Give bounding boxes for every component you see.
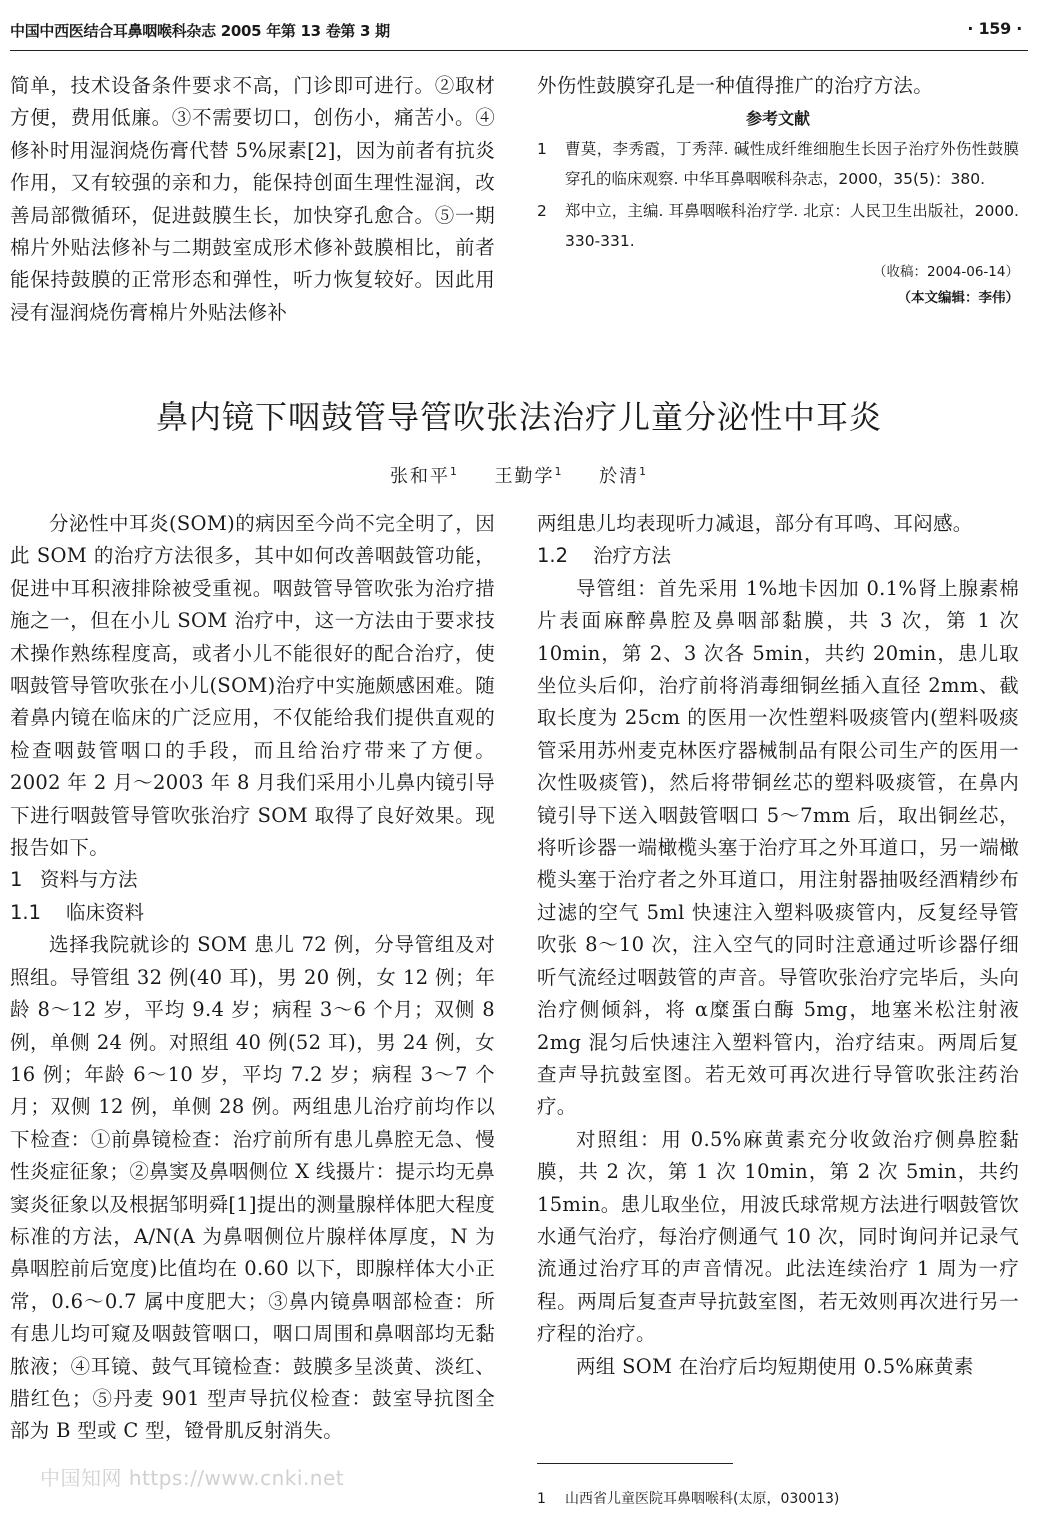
author: 於清$^1$ (599, 465, 649, 487)
received-date: （收稿：2004-06-14） (873, 264, 1019, 281)
prev-article-paragraph: 简单，技术设备条件要求不高，门诊即可进行。②取材方便，费用低廉。③不需要切口，创伤小，痛苦小。④修补时用湿润烧伤膏代替 5%尿素[2]，因为前者有抗炎作用，又有较强的亲和力，能保持创面生理性湿润，改善局部微循环，促进鼓膜生长，加快穿孔愈合。⑤一期棉片外贴法修补与二期鼓室成形术修补鼓膜相比，前者能保持鼓膜的正常形态和弹性，听力恢复较好。因此用浸有湿润烧伤膏棉片外贴法修补 (10, 74, 495, 324)
editor-note: （本文编辑：李伟） (897, 290, 1019, 307)
intro-paragraph: 分泌性中耳炎(SOM)的病因至今尚不完全明了，因此 SOM 的治疗方法很多，其中如何改善咽鼓管功能，促进中耳积液排除被受重视。咽鼓管导管吹张为治疗措施之一，但在小儿 SOM 治疗中，这一方法由于要求技术操作熟练程度高，或者小儿不能很好的配合治疗，使咽鼓管导管吹张在小儿(SOM)治疗中实施颇感困难。随着鼻内镜在临床的广泛应用，不仅能给我们提供直观的检查咽鼓管咽口的手段，而且给治疗带来了方便。2002 年 2 月～2003 年 8 月我们采用小儿鼻内镜引导下进行咽鼓管导管吹张治疗 SOM 取得了良好效果。现报告如下。 (10, 512, 495, 860)
reference-number: 2 (537, 202, 547, 221)
control-group-paragraph: 对照组：用 0.5%麻黄素充分收敛治疗侧鼻腔黏膜，共 2 次，第 1 次 10min，第 2 次 5min，共约 15min。患儿取坐位，用波氏球常规方法进行咽鼓管饮水通气治疗，每治疗侧通气 10 次，同时询问并记录气流通过治疗耳的声音情况。此法连续治疗 1 周为一疗程。两周后复查声导抗鼓室图，若无效则再次进行另一疗程的治疗。 (537, 1127, 1019, 1346)
reference-item (537, 135, 1019, 194)
post-treatment-paragraph: 两组 SOM 在治疗后均短期使用 0.5%麻黄素 (576, 1354, 974, 1378)
author-list (0, 462, 1038, 488)
reference-text: 曹莫，李秀霞，丁秀萍. 碱性成纤维细胞生长因子治疗外伤性鼓膜穿孔的临床观察. 中华耳鼻咽喉科杂志，2000，35(5)：380. (565, 140, 1019, 188)
cnki-watermark: 中国知网 https://www.cnki.net (40, 1466, 345, 1490)
reference-number: 1 (537, 140, 547, 159)
section-heading-1: 1 资料与方法 (10, 868, 138, 892)
footnote-rule (537, 1463, 733, 1464)
page-number: · 159 · (967, 19, 1022, 38)
reference-item (537, 197, 1019, 256)
author: 王勤学$^1$ (494, 465, 564, 487)
article-right-column (537, 508, 1019, 1383)
journal-name: 中国中西医结合耳鼻咽喉科杂志 2005 年第 13 卷第 3 期 (10, 22, 390, 40)
references-title: 参考文献 (745, 109, 810, 129)
prev-article-left-column (10, 70, 495, 329)
clinical-data-paragraph: 选择我院就诊的 SOM 患儿 72 例，分导管组及对照组。导管组 32 例(40 耳)，男 20 例，女 12 例；年龄 8～12 岁，平均 9.4 岁；病程 3～6 个月；双侧 8 例，单侧 24 例。对照组 40 例(52 耳)，男 24 例，女 16 例；年龄 6～10 岁，平均 7.2 岁；病程 3～7 个月；双侧 12 例，单侧 28 例。两组患儿治疗前均作以下检查：①前鼻镜检查：治疗前所有患儿鼻腔无急、慢性炎症征象；②鼻窦及鼻咽侧位 X 线摄片：提示均无鼻窦炎征象以及根据邹明舜[1]提出的测量腺样体肥大程度标准的方法，A/N(A 为鼻咽侧位片腺样体厚度，N 为鼻咽腔前后宽度)比值均在 0.60 以下，即腺样体大小正常，0.6～0.7 属中度肥大；③鼻内镜鼻咽部检查：所有患儿均可窥及咽鼓管咽口，咽口周围和鼻咽部均无黏脓液；④耳镜、鼓气耳镜检查：鼓膜多呈淡黄、淡红、腊红色；⑤丹麦 901 型声导抗仪检查：鼓室导抗图全部为 B 型或 C 型，镫骨肌反射消失。 (10, 933, 495, 1443)
author-affiliation-footnote: 1 山西省儿童医院耳鼻咽喉科(太原，030013) (537, 1491, 840, 1507)
article-left-column (10, 508, 495, 1448)
author: 张和平$^1$ (389, 465, 459, 487)
section-heading-1-2: 1.2 治疗方法 (537, 544, 672, 568)
prev-article-paragraph-end: 外伤性鼓膜穿孔是一种值得推广的治疗方法。 (537, 74, 934, 97)
clinical-data-paragraph-end: 两组患儿均表现听力减退，部分有耳鸣、耳闷感。 (537, 512, 973, 535)
section-heading-1-1: 1.1 临床资料 (10, 900, 145, 924)
catheter-group-paragraph: 导管组：首先采用 1%地卡因加 0.1%肾上腺素棉片表面麻醉鼻腔及鼻咽部黏膜，共 3 次，第 1 次 10min，第 2、3 次各 5min，共约 20min，患儿取坐位头后仰，治疗前将消毒细铜丝插入直径 2mm、截取长度为 25cm 的医用一次性塑料吸痰管内(塑料吸痰管采用苏州麦克林医疗器械制品有限公司生产的医用一次性吸痰管)，然后将带铜丝芯的塑料吸痰管，在鼻内镜引导下送入咽鼓管咽口 5～7mm 后，取出铜丝芯，将听诊器一端橄榄头塞于治疗耳之外耳道口，另一端橄榄头塞于治疗者之外耳道口，用注射器抽吸经酒精纱布过滤的空气 5ml 快速注入塑料吸痰管内，反复经导管吹张 8～10 次，注入空气的同时注意通过听诊器仔细听气流经过咽鼓管的声音。导管吹张治疗完毕后，头向治疗侧倾斜，将 α糜蛋白酶 5mg，地塞米松注射液 2mg 混匀后快速注入塑料管内，治疗结束。两周后复查声导抗鼓室图。若无效可再次进行导管吹张注药治疗。 (537, 576, 1019, 1119)
reference-text: 郑中立，主编. 耳鼻咽喉科治疗学. 北京：人民卫生出版社，2000. 330-331. (565, 202, 1019, 250)
prev-article-right-column (537, 70, 1019, 311)
article-title: 鼻内镜下咽鼓管导管吹张法治疗儿童分泌性中耳炎 (155, 398, 882, 436)
header-rule (10, 50, 1028, 51)
